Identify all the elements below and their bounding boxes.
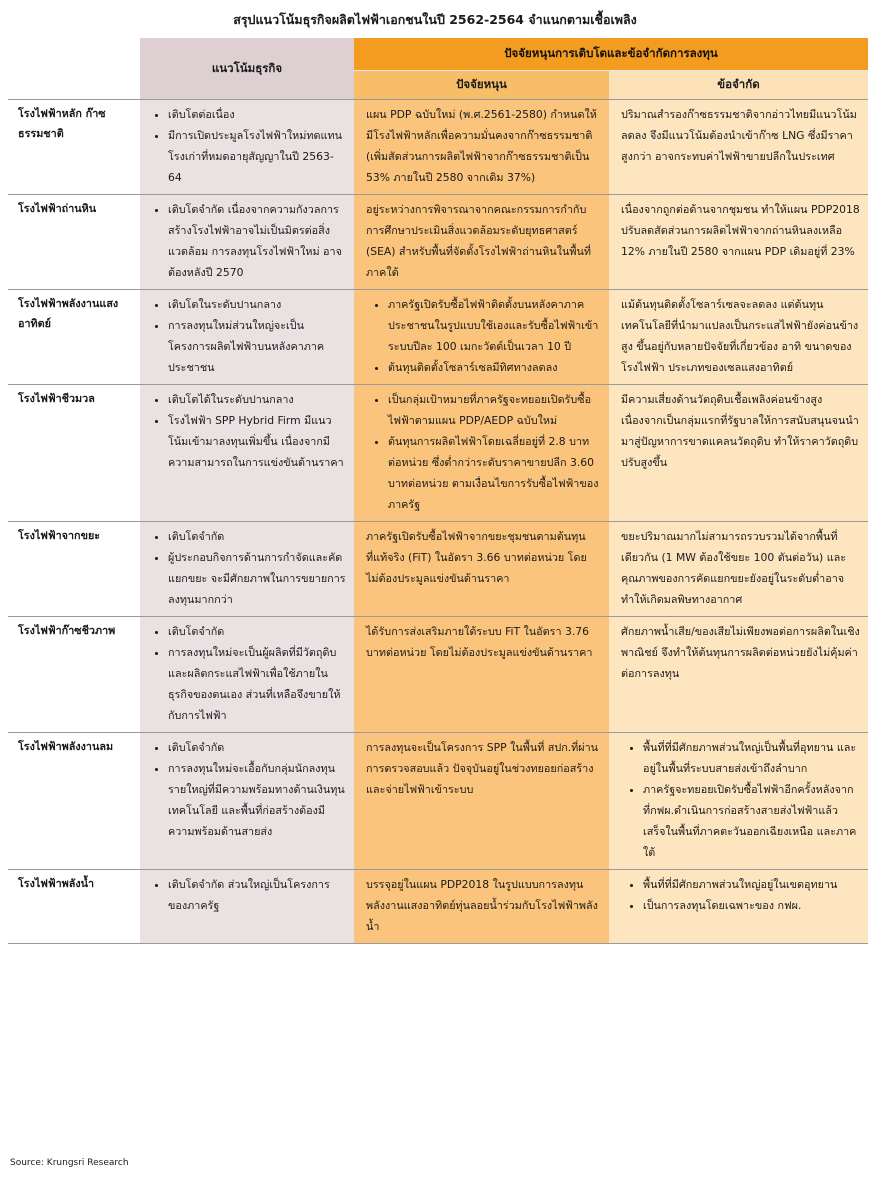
fuel-type-cell: โรงไฟฟ้าก๊าซชีวภาพ [8, 617, 140, 733]
bullet-item: • มีการเปิดประมูลโรงไฟฟ้าใหม่ทดแทนโรงเก่าที่หมดอายุสัญญาในปี 2563-64 [168, 125, 346, 188]
bullet-item: • เติบโตได้ในระดับปานกลาง [168, 389, 346, 410]
constraints-cell [609, 522, 868, 617]
bullet-item: • เป็นกลุ่มเป้าหมายที่ภาครัฐจะทยอยเปิดรับซื้อไฟฟ้าตามแผน PDP/AEDP ฉบับใหม่ [388, 389, 599, 431]
bullet-item: • การลงทุนใหม่ส่วนใหญ่จะเป็นโครงการผลิตไฟฟ้าบนหลังคาภาคประชาชน [168, 315, 346, 378]
trend-cell-list [146, 199, 346, 283]
fuel-type-cell: โรงไฟฟ้าพลังงานแสงอาทิตย์ [8, 290, 140, 385]
trend-cell-list [146, 104, 346, 188]
drivers-cell-list [366, 294, 599, 378]
constraints-cell [609, 870, 868, 944]
table-body [8, 100, 868, 944]
fuel-type-cell: โรงไฟฟ้าพลังน้ำ [8, 870, 140, 944]
bullet-item: • เติบโตต่อเนื่อง [168, 104, 346, 125]
trend-cell [140, 617, 354, 733]
paragraph-text: ขยะปริมาณมากไม่สามารถรวบรวมได้จากพื้นที่เดียวกัน (1 MW ต้องใช้ขยะ 100 ตันต่อวัน) และคุณภาพของการคัดแยกขยะยังอยู่ในระดับต่ำอาจทำให้เกิดมลพิษทางอากาศ [621, 530, 847, 606]
constraints-cell-list [621, 874, 860, 916]
table-row [8, 617, 868, 733]
header-drivers: ปัจจัยหนุน [354, 71, 609, 100]
paragraph-text: การลงทุนจะเป็นโครงการ SPP ในพื้นที่ สปก.ที่ผ่านการตรวจสอบแล้ว ปัจจุบันอยู่ในช่วงทยอยก่อสร้างและจ่ายไฟฟ้าเข้าระบบ [366, 741, 599, 796]
trend-cell [140, 522, 354, 617]
fuel-type-cell: โรงไฟฟ้าถ่านหิน [8, 195, 140, 290]
table-row [8, 195, 868, 290]
fuel-type-cell: โรงไฟฟ้าหลัก ก๊าซธรรมชาติ [8, 100, 140, 195]
paragraph-text: ภาครัฐเปิดรับซื้อไฟฟ้าจากขยะชุมชนตามต้นทุนที่แท้จริง (FiT) ในอัตรา 3.66 บาทต่อหน่วย โดยไม่ต้องประมูลแข่งขันด้านราคา [366, 530, 587, 585]
trend-cell [140, 385, 354, 522]
paragraph-text: มีความเสี่ยงด้านวัตถุดิบเชื้อเพลิงค่อนข้างสูง เนื่องจากเป็นกลุ่มแรกที่รัฐบาลให้การสนับสนุนจนนำมาสู่ปัญหาการขาดแคลนวัตถุดิบ ทำให้ราคาวัตถุดิบปรับสูงขึ้น [621, 393, 859, 469]
bullet-item: • เติบโตในระดับปานกลาง [168, 294, 346, 315]
constraints-cell [609, 617, 868, 733]
constraints-cell [609, 385, 868, 522]
constraints-cell-list [621, 737, 860, 863]
bullet-item: • ต้นทุนการผลิตไฟฟ้าโดยเฉลี่ยอยู่ที่ 2.8 บาทต่อหน่วย ซึ่งต่ำกว่าระดับราคาขายปลีก 3.60 บาทต่อหน่วย ตามเงื่อนไขการรับซื้อไฟฟ้าของภาครัฐ [388, 431, 599, 515]
table-row [8, 385, 868, 522]
header-trend: แนวโน้มธุรกิจ [140, 38, 354, 100]
constraints-cell [609, 290, 868, 385]
paragraph-text: ศักยภาพน้ำเสีย/ของเสียไม่เพียงพอต่อการผลิตในเชิงพาณิชย์ จึงทำให้ต้นทุนการผลิตต่อหน่วยยังไม่คุ้มค่าต่อการลงทุน [621, 625, 860, 680]
fuel-type-cell: โรงไฟฟ้าจากขยะ [8, 522, 140, 617]
header-factors-group: ปัจจัยหนุนการเติบโตและข้อจำกัดการลงทุน [354, 38, 868, 71]
bullet-item: • ผู้ประกอบกิจการด้านการกำจัดและคัดแยกขยะ จะมีศักยภาพในการขยายการลงทุนมากกว่า [168, 547, 346, 610]
bullet-item: • ภาครัฐจะทยอยเปิดรับซื้อไฟฟ้าอีกครั้งหลังจากที่กฟผ.ดำเนินการก่อสร้างสายส่งไฟฟ้าแล้วเสร็จในพื้นที่ภาคตะวันออกเฉียงเหนือ และภาคใต้ [643, 779, 860, 863]
trend-cell [140, 290, 354, 385]
bullet-item: • เติบโตจำกัด ส่วนใหญ่เป็นโครงการของภาครัฐ [168, 874, 346, 916]
bullet-item: • ต้นทุนติดตั้งโซลาร์เซลมีทิศทางลดลง [388, 357, 599, 378]
trend-cell-list [146, 294, 346, 378]
trend-cell-list [146, 874, 346, 916]
paragraph-text: แผน PDP ฉบับใหม่ (พ.ศ.2561-2580) กำหนดให้มีโรงไฟฟ้าหลักเพื่อความมั่นคงจากก๊าซธรรมชาติ (เพิ่มสัดส่วนการผลิตไฟฟ้าจากก๊าซธรรมชาติเป็น 53% ภายในปี 2580 จากเดิม 37%) [366, 108, 597, 184]
header-blank-cell [8, 38, 140, 100]
table-row [8, 733, 868, 870]
paragraph-text: ปริมาณสำรองก๊าซธรรมชาติจากอ่าวไทยมีแนวโน้มลดลง จึงมีแนวโน้มต้องนำเข้าก๊าซ LNG ซึ่งมีราคาสูงกว่า อาจกระทบค่าไฟฟ้าขายปลีกในประเทศ [621, 108, 857, 163]
header-constraints: ข้อจำกัด [609, 71, 868, 100]
constraints-cell [609, 100, 868, 195]
constraints-cell [609, 195, 868, 290]
bullet-item: • ภาครัฐเปิดรับซื้อไฟฟ้าติดตั้งบนหลังคาภาคประชาชนในรูปแบบใช้เองและรับซื้อไฟฟ้าเข้าระบบปีละ 100 เมกะวัตต์เป็นเวลา 10 ปี [388, 294, 599, 357]
fuel-trend-table [8, 38, 868, 944]
paragraph-text: บรรจุอยู่ในแผน PDP2018 ในรูปแบบการลงทุนพลังงานแสงอาทิตย์ทุ่นลอยน้ำร่วมกับโรงไฟฟ้าพลังน้ำ [366, 878, 598, 933]
source-note: Source: Krungsri Research [10, 1158, 129, 1168]
trend-cell [140, 195, 354, 290]
drivers-cell [354, 195, 609, 290]
drivers-cell [354, 733, 609, 870]
trend-cell-list [146, 621, 346, 726]
drivers-cell [354, 870, 609, 944]
bullet-item: • เติบโตจำกัด [168, 737, 346, 758]
drivers-cell [354, 617, 609, 733]
drivers-cell [354, 522, 609, 617]
fuel-type-cell: โรงไฟฟ้าชีวมวล [8, 385, 140, 522]
bullet-item: • เติบโตจำกัด เนื่องจากความกังวลการสร้างโรงไฟฟ้าอาจไม่เป็นมิตรต่อสิ่งแวดล้อม การลงทุนโรงไฟฟ้าใหม่ อาจต้องหลังปี 2570 [168, 199, 346, 283]
table-row [8, 522, 868, 617]
drivers-cell [354, 385, 609, 522]
paragraph-text: แม้ต้นทุนติดตั้งโซลาร์เซลจะลดลง แต่ต้นทุนเทคโนโลยีที่นำมาแปลงเป็นกระแสไฟฟ้ายังค่อนข้างสูง ขึ้นอยู่กับหลายปัจจัยที่เกี่ยวข้อง อาทิ ขนาดของโรงไฟฟ้า ประเภทของเซลแสงอาทิตย์ [621, 298, 859, 374]
paragraph-text: อยู่ระหว่างการพิจารณาจากคณะกรรมการกำกับการศึกษาประเมินสิ่งแวดล้อมระดับยุทธศาสตร์ (SEA) สำหรับพื้นที่จัดตั้งโรงไฟฟ้าถ่านหินในพื้นที่ภาคใต้ [366, 203, 591, 279]
bullet-item: • โรงไฟฟ้า SPP Hybrid Firm มีแนวโน้มเข้ามาลงทุนเพิ่มขึ้น เนื่องจากมีความสามารถในการแข่งขันด้านราคา [168, 410, 346, 473]
bullet-item: • เติบโตจำกัด [168, 526, 346, 547]
drivers-cell-list [366, 389, 599, 515]
table-row [8, 870, 868, 944]
trend-cell-list [146, 389, 346, 473]
table-row [8, 290, 868, 385]
paragraph-text: ได้รับการส่งเสริมภายใต้ระบบ FiT ในอัตรา 3.76 บาทต่อหน่วย โดยไม่ต้องประมูลแข่งขันด้านราคา [366, 625, 593, 659]
table-row [8, 100, 868, 195]
bullet-item: • พื้นที่ที่มีศักยภาพส่วนใหญ่เป็นพื้นที่อุทยาน และอยู่ในพื้นที่ระบบสายส่งเข้าถึงลำบาก [643, 737, 860, 779]
trend-cell [140, 733, 354, 870]
fuel-type-cell: โรงไฟฟ้าพลังงานลม [8, 733, 140, 870]
trend-cell-list [146, 526, 346, 610]
drivers-cell [354, 100, 609, 195]
constraints-cell [609, 733, 868, 870]
page-title: สรุปแนวโน้มธุรกิจผลิตไฟฟ้าเอกชนในปี 2562-2564 จำแนกตามเชื้อเพลิง [233, 12, 637, 27]
trend-cell-list [146, 737, 346, 842]
drivers-cell [354, 290, 609, 385]
trend-cell [140, 100, 354, 195]
bullet-item: • การลงทุนใหม่จะเป็นผู้ผลิตที่มีวัตถุดิบและผลิตกระแสไฟฟ้าเพื่อใช้ภายในธุรกิจของตนเอง ส่วนที่เหลือจึงขายให้กับการไฟฟ้า [168, 642, 346, 726]
paragraph-text: เนื่องจากถูกต่อต้านจากชุมชน ทำให้แผน PDP2018 ปรับลดสัดส่วนการผลิตไฟฟ้าจากถ่านหินลงเหลือ 12% ภายในปี 2580 จากแผน PDP เดิมอยู่ที่ 23% [621, 203, 860, 258]
bullet-item: • พื้นที่ที่มีศักยภาพส่วนใหญ่อยู่ในเขตอุทยาน [643, 874, 860, 895]
bullet-item: • เติบโตจำกัด [168, 621, 346, 642]
bullet-item: • เป็นการลงทุนโดยเฉพาะของ กฟผ. [643, 895, 860, 916]
bullet-item: • การลงทุนใหม่จะเอื้อกับกลุ่มนักลงทุนรายใหญ่ที่มีความพร้อมทางด้านเงินทุน เทคโนโลยี และพื้นที่ก่อสร้างต้องมีความพร้อมด้านสายส่ง [168, 758, 346, 842]
trend-cell [140, 870, 354, 944]
